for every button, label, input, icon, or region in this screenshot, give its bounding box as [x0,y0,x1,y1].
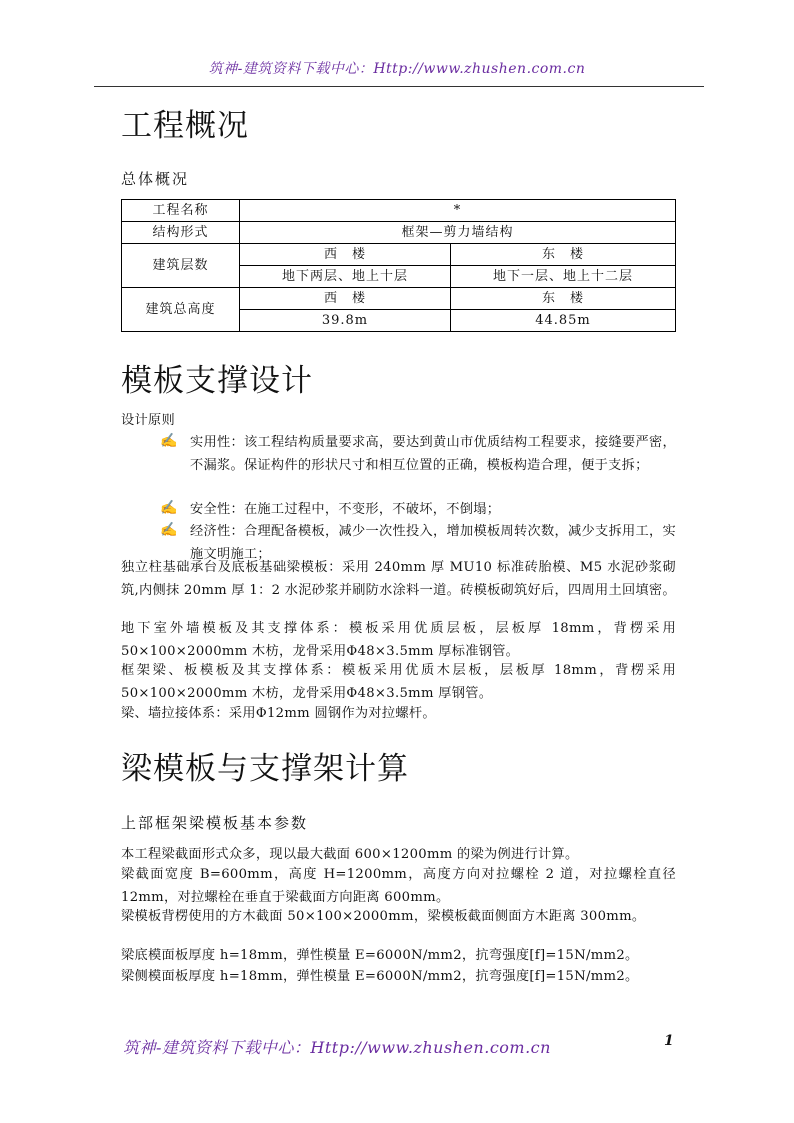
table-row [122,222,676,244]
table-row [122,200,676,222]
floors-east-value: 地下一层、地上十二层 [451,266,676,288]
paragraph-beam-slab-formwork: 框架梁、板模板及其支撑体系：模板采用优质木层板，层板厚 18mm，背楞采用 50×100×2000mm 木枋，龙骨采用Φ48×3.5mm 厚钢管。 [121,663,676,701]
page-number: 1 [664,1033,674,1049]
subtitle-beam-parameters: 上部框架梁模板基本参数 [121,814,309,832]
bullet-economy: 经济性：合理配备模板，减少一次性投入，增加模板周转次数，减少支拆用工，实施文明施工； [190,524,676,562]
subtitle-general: 总体概况 [121,170,190,188]
bullet-pen-icon: ✍ [160,500,178,516]
paragraph-bottom-panel: 梁底模面板厚度 h=18mm，弹性模量 E=6000N/mm2，抗弯强度[f]=15N/mm2。 [121,948,639,963]
paragraph-foundation-formwork: 独立柱基础承台及底板基础梁模板：采用 240mm 厚 MU10 标准砖胎模、M5 水泥砂浆砌筑,内侧抹 20mm 厚 1：2 水泥砂浆并刷防水涂料一道。砖模板砌筑好后，四周用土回填密。 [121,560,676,598]
bullet-pen-icon: ✍ [160,522,178,538]
paragraph-side-panel: 梁侧模面板厚度 h=18mm，弹性模量 E=6000N/mm2，抗弯强度[f]=15N/mm2。 [121,969,639,984]
section-title-beam-calc: 梁模板与支撑架计算 [121,751,409,787]
label-project-name: 工程名称 [122,200,240,222]
section-title-overview: 工程概况 [121,108,249,144]
label-structure-type: 结构形式 [122,222,240,244]
page-header: 筑神-建筑资料下载中心：Http://www.zhushen.com.cn [208,61,586,77]
value-project-name: * [240,200,676,222]
height-east-value: 44.85m [451,310,676,332]
floors-west-value: 地下两层、地上十层 [240,266,451,288]
label-floors: 建筑层数 [122,244,240,288]
project-overview-table [121,199,676,332]
header-rule [94,86,704,87]
page-footer: 筑神-建筑资料下载中心：Http://www.zhushen.com.cn [123,1038,551,1057]
paragraph-beam-section: 梁截面宽度 B=600mm，高度 H=1200mm，高度方向对拉螺栓 2 道，对拉螺栓直径 12mm，对拉螺栓在垂直于梁截面方向距离 600mm。 [121,867,676,905]
floors-east-head: 东 楼 [451,244,676,266]
label-total-height: 建筑总高度 [122,288,240,332]
height-west-value: 39.8m [240,310,451,332]
value-structure-type: 框架—剪力墙结构 [240,222,676,244]
paragraph-calc-intro: 本工程梁截面形式众多，现以最大截面 600×1200mm 的梁为例进行计算。 [121,847,579,862]
floors-west-head: 西 楼 [240,244,451,266]
paragraph-basement-wall-formwork: 地下室外墙模板及其支撑体系：模板采用优质层板，层板厚 18mm，背楞采用 50×100×2000mm 木枋，龙骨采用Φ48×3.5mm 厚标准钢管。 [121,621,676,659]
table-row [122,288,676,310]
paragraph-timber-backing: 梁模板背楞使用的方木截面 50×100×2000mm，梁模板截面侧面方木距离 300mm。 [121,909,646,924]
design-principles-heading: 设计原则 [121,413,175,428]
table-row [122,244,676,266]
section-title-formwork-design: 模板支撑设计 [121,363,313,399]
bullet-safety: 安全性：在施工过程中，不变形，不破坏，不倒塌； [190,502,501,517]
bullet-pen-icon: ✍ [160,433,178,449]
bullet-practicality: 实用性：该工程结构质量要求高，要达到黄山市优质结构工程要求，接缝要严密，不漏浆。保证构件的形状尺寸和相互位置的正确，模板构造合理，便于支拆； [190,435,676,473]
height-west-head: 西 楼 [240,288,451,310]
paragraph-tie-system: 梁、墙拉接体系：采用Φ12mm 圆钢作为对拉螺杆。 [121,706,436,721]
height-east-head: 东 楼 [451,288,676,310]
